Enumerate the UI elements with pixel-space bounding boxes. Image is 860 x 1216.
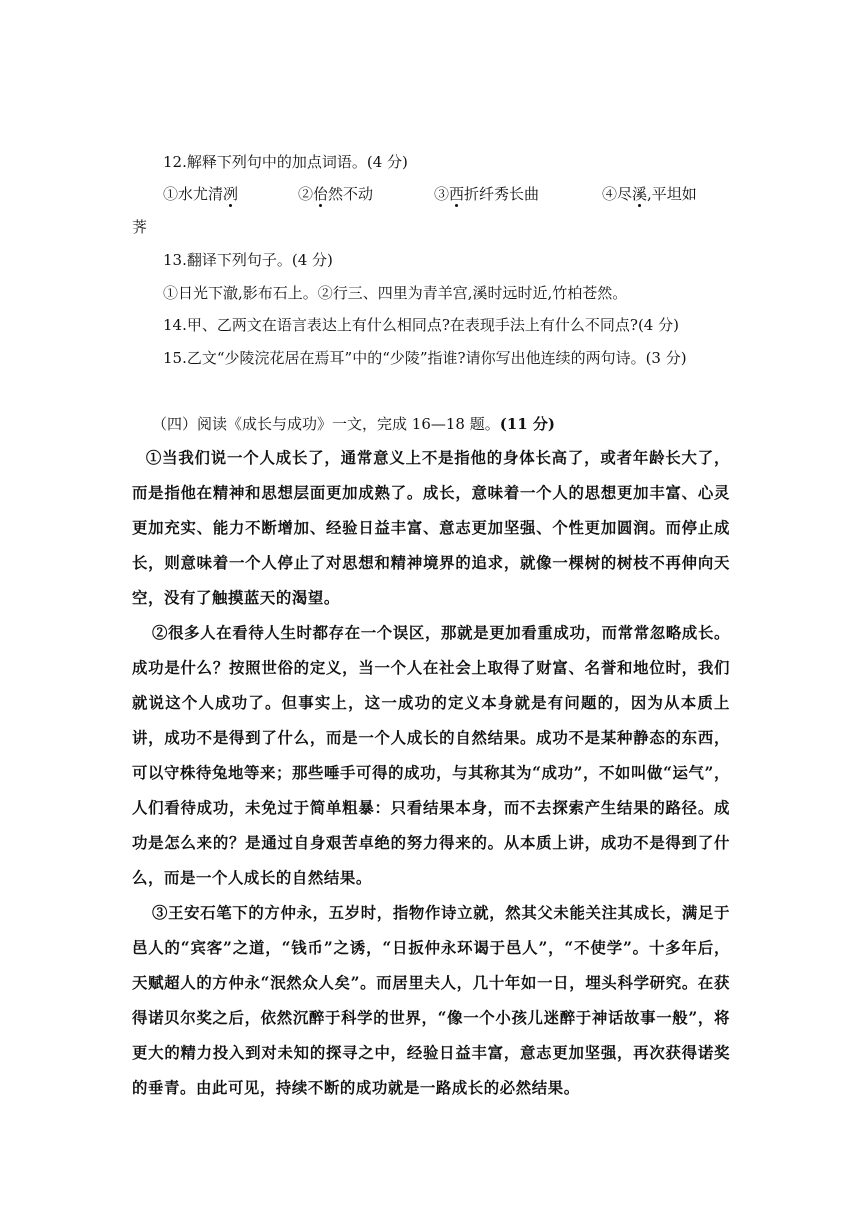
q12-item-3-post: 折纤秀长曲 [464,185,540,203]
q12-item-3-dotted-word: 西 [449,185,465,203]
q12-item-3 [434,183,539,204]
section-4-title-text: （四）阅读《成长与成功》一文，完成 16—18 题。 [152,415,500,433]
q12-item-4-post: ,平坦如 [647,185,697,203]
q12-item-1-dotted-word: 冽 [223,185,239,203]
q12-item-4 [602,183,697,204]
question-13-sentence: ①日光下澈,影布石上。②行三、四里为青羊宫,溪时远时近,竹柏苍然。 [163,284,628,302]
section-4-title [152,413,555,434]
q12-item-4-wrap: 荠 [132,218,148,236]
question-15: 15.乙文“少陵浣花居在焉耳”中的“少陵”指谁?请你写出他连续的两句诗。(3 分) [163,349,687,367]
q12-item-2-post: 然不动 [328,185,374,203]
q12-item-2-pre: ② [298,185,314,203]
question-12: 12.解释下列句中的加点词语。(4 分) [163,153,408,171]
article-body [132,441,730,1106]
q12-item-1-pre: ①水尤清 [163,185,224,203]
question-13: 13.翻译下列句子。(4 分) [163,251,333,269]
q12-item-4-pre: ④尽 [602,185,633,203]
q12-item-1 [163,183,238,204]
paragraph-3: ③王安石笔下的方仲永，五岁时，指物作诗立就，然其父未能关注其成长，满足于邑人的“宾客”之道，“钱币”之诱，“日扳仲永环谒于邑人”，“不使学”。十多年后，天赋超人的方仲永“泯然众人矣”。而居里夫人，几十年如一日，埋头科学研究。在获得诺贝尔奖之后，依然沉醉于科学的世界，“像一个小孩儿迷醉于神话故事一般”，将更大的精力投入到对未知的探寻之中，经验日益丰富，意志更加坚强，再次获得诺奖的垂青。由此可见，持续不断的成功就是一路成长的必然结果。 [132,904,730,1097]
section-4-score: (11 分) [499,415,556,433]
question-14: 14.甲、乙两文在语言表达上有什么相同点?在表现手法上有什么不同点?(4 分) [163,316,679,334]
q12-item-4-dotted-word: 溪 [632,185,648,203]
q12-item-3-pre: ③ [434,185,450,203]
paragraph-2: ②很多人在看待人生时都存在一个误区，那就是更加看重成功，而常常忽略成长。成功是什么？按照世俗的定义，当一个人在社会上取得了财富、名誉和地位时，我们就说这个人成功了。但事实上，这一成功的定义本身就是有问题的，因为从本质上讲，成功不是得到了什么，而是一个人成长的自然结果。成功不是某种静态的东西，可以守株待兔地等来；那些唾手可得的成功，与其称其为“成功”，不如叫做“运气”，人们看待成功，未免过于简单粗暴：只看结果本身，而不去探索产生结果的路径。成功是怎么来的？是通过自身艰苦卓绝的努力得来的。从本质上讲，成功不是得到了什么，而是一个人成长的自然结果。 [132,624,730,887]
paragraph-1: ①当我们说一个人成长了，通常意义上不是指他的身体长高了，或者年龄长大了，而是指他在精神和思想层面更加成熟了。成长，意味着一个人的思想更加丰富、心灵更加充实、能力不断增加、经验日益丰富、意志更加坚强、个性更加圆润。而停止成长，则意味着一个人停止了对思想和精神境界的追求，就像一棵树的树枝不再伸向天空，没有了触摸蓝天的渴望。 [132,449,730,607]
q12-item-2-dotted-word: 佁 [313,185,329,203]
q12-item-2 [298,183,373,204]
